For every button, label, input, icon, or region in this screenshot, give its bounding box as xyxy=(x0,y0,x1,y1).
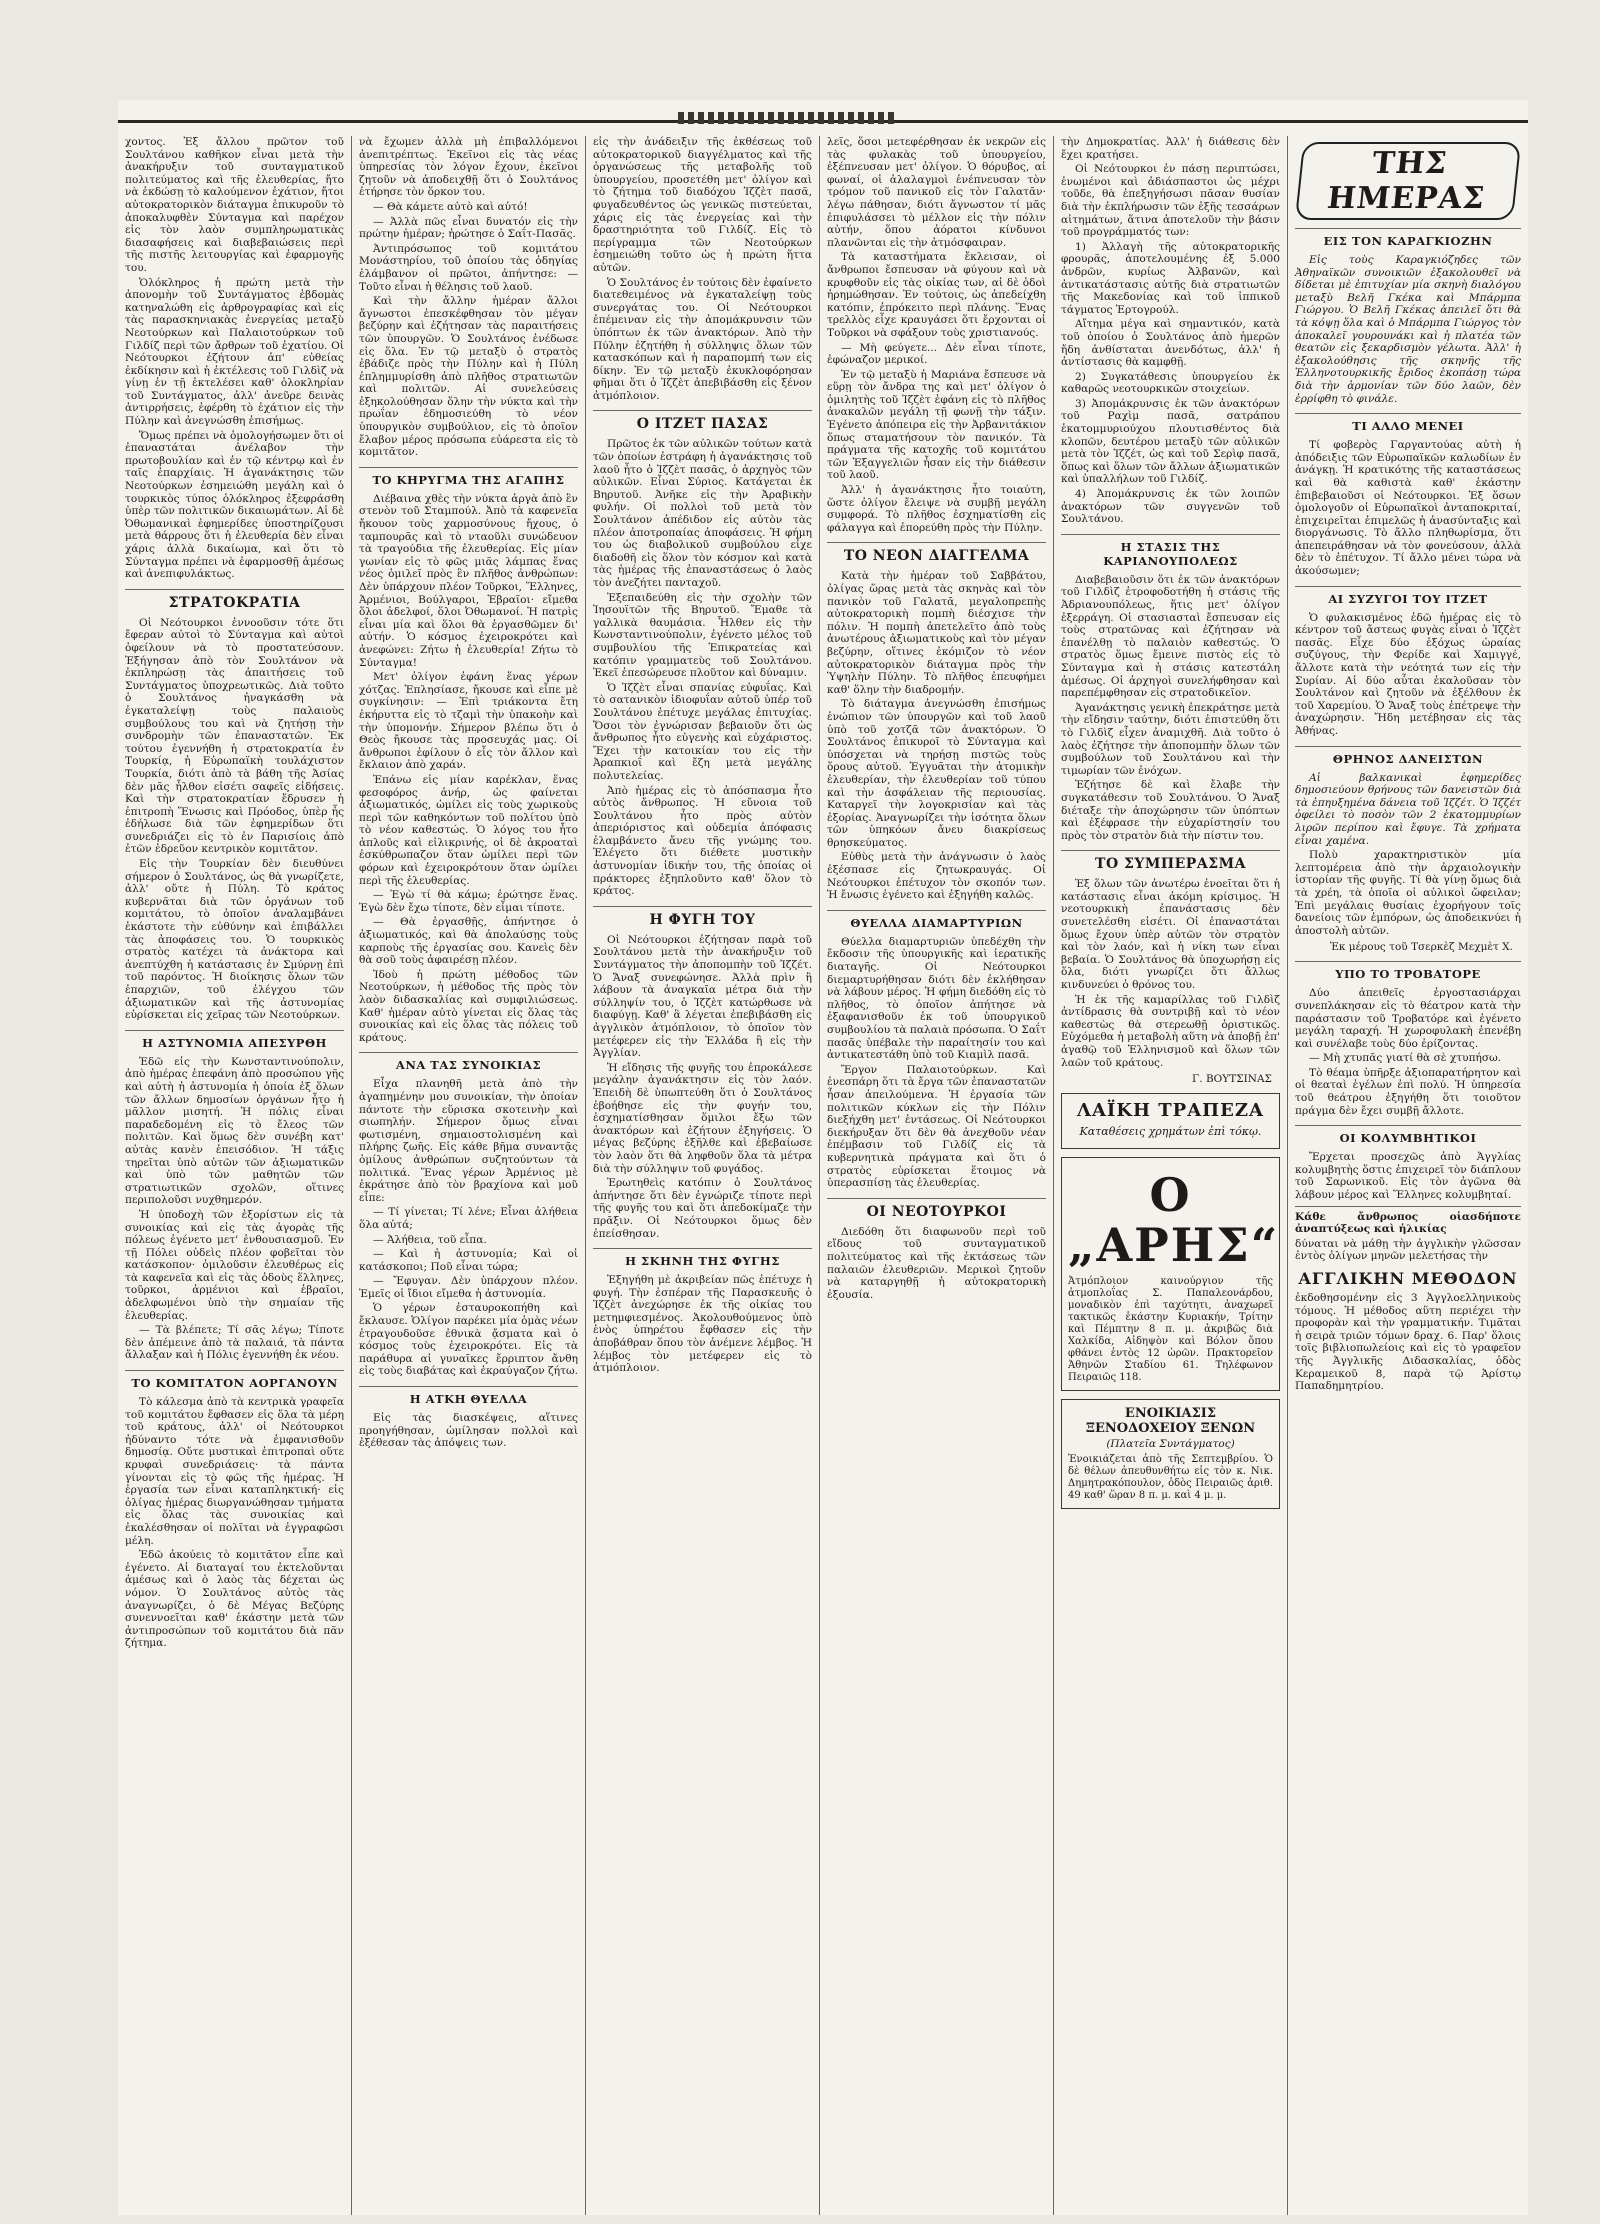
advertisement-hotel xyxy=(1061,1399,1280,1509)
headline: ΤΟ ΣΥΜΠΕΡΑΣΜΑ xyxy=(1061,850,1280,872)
paragraph: Ἐξηγήθη μὲ ἀκριβείαν πῶς ἐπέτυχε ἡ φυγή. Τὴν ἑσπέραν τῆς Παρασκευῆς ὁ Ἰζζὲτ ἀνεχώρησε ἐκ τῆς οἰκίας του μετημφιεσμένος. Ἀκολουθούμενος ὑπὸ ἑνὸς ὑπηρέτου ἔφθασεν εἰς τὴν ἀποβάθραν ὅπου τὸν ἀνέμενε λέμβος. Ἡ λέμβος τὸν μετέφερεν εἰς τὸ ἀτμόπλοιον. xyxy=(593,1274,812,1375)
paragraph: Πολὺ χαρακτηριστικὸν μία λεπτομέρεια ἀπὸ τὴν ἀρχαιολογικὴν ἱστορίαν τῆς φυγῆς. Τί θὰ γίνῃ ὅμως διὰ τὰ χρέη, τὰ ὁποῖα οἱ αὐλικοὶ ὤφειλαν; Ἐπὶ μεγάλαις θυσίαις ἐχορήγουν τοῖς δανείοις τῶν ἐμπόρων, ὡς ἀποδεικνύει ἡ ἀποστολὴ αὐτῶν. xyxy=(1295,849,1521,937)
paragraph: Εὐθὺς μετὰ τὴν ἀνάγνωσιν ὁ λαὸς ἐξέσπασε εἰς ζητωκραυγάς. Οἱ Νεότουρκοι ἐπέτυχον τὸν σκοπόν των. Ἡ ἔνωσις ἐγένετο καὶ ἐξηγήθη καλῶς. xyxy=(827,851,1046,902)
paragraph: Θύελλα διαμαρτυριῶν ὑπεδέχθη τὴν ἔκδοσιν τῆς ὑπουργικῆς καὶ ἰερατικῆς διαταγῆς. Οἱ Νεότουρκοι διεμαρτυρήθησαν διότι δὲν ἐκλήθησαν νὰ λάβουν μέρος. Ἡ φήμη διεδόθη εἰς τὸ πλῆθος, τὸ ὁποῖον ἀπήτησε νὰ ἐξαφανισθοῦν ἐκ τοῦ ὑπουργικοῦ συμβουλίου τὰ παλαιὰ πρόσωπα. Ὁ Σαΐτ πασᾶς ὑπέβαλε τὴν παραίτησίν του καὶ ἀντικατεστάθη ὑπὸ τοῦ Κιαμὶλ πασᾶ. xyxy=(827,935,1047,1062)
column-6 xyxy=(1288,136,1528,2215)
ad-title: ΑΓΓΛΙΚΗΝ ΜΕΘΟΔΟΝ xyxy=(1298,1269,1518,1288)
quote: — Καὶ ἡ ἀστυνομία; Καὶ οἱ κατάσκοποι; Ποῦ εἶναι τώρα; xyxy=(359,1248,578,1273)
column-4 xyxy=(820,136,1054,2215)
paragraph: Καὶ τὴν ἄλλην ἡμέραν ἄλλοι ἄγνωστοι ἐπεσκέφθησαν τὸν μέγαν βεζύρην καὶ ἐζήτησαν τὰς παραιτήσεις τῶν ὑπουργῶν. Ὁ Σουλτάνος ἐνέδωσε εἰς ὅλα. Ἐν τῷ μεταξὺ ὁ στρατὸς ἐβάδιζε πρὸς τὴν Πύλην καὶ ἡ Πύλη ἐπλημμυρίσθη ἀπὸ πλῆθος στρατιωτῶν καὶ πολιτῶν. Αἱ συνελεύσεις ἐξηκολούθησαν ὅλην τὴν νύκτα καὶ τὴν πρωΐαν ἐδημοσιεύθη τὸ νέον ὑπουργικὸν συμβούλιον, εἰς τὸ ὁποῖον ἔλαβον μέρος πρόσωπα εὐάρεστα εἰς τὸ κομιτᾶτον. xyxy=(359,295,578,459)
paragraph: Εἰς τὴν Τουρκίαν δὲν διευθύνει σήμερον ὁ Σουλτάνος, ὡς θὰ γνωρίζετε, ἀλλ' οὔτε ἡ Πύλη. Τὸ κράτος κυβερνᾶται διὰ τῶν ὀργάνων τοῦ κομιτάτου, τὸ ὁποῖον ἀναλαμβάνει ἑκάστοτε τὴν εὐθύνην καὶ ἐπιβάλλει τὰς ἀποφάσεις του. Ὁ τουρκικὸς στρατὸς κατέχει τὰ ἀνάκτορα καὶ ἀνεπτύχθη ἡ κατάστασις ἐν Σμύρνῃ ἐπὶ τοῦ παρόντος. Ἡ διοίκησις ὅλων τῶν ἐπαρχιῶν, τοῦ ἐλέγχου τῶν ἀξιωματικῶν καὶ τῆς ἀστυνομίας εὑρίσκεται εἰς χεῖρας τῶν Νεοτούρκων. xyxy=(125,858,344,1022)
paragraph: Ἡ ὑποδοχὴ τῶν ἐξορίστων εἰς τὰ συνοικίας καὶ εἰς τὰς ἀγορὰς τῆς πόλεως ἐγένετο μετ' ἐνθουσιασμοῦ. Ἐν τῇ Πόλει οὐδεὶς πλέον φοβεῖται τὸν κατάσκοπον· ὁμιλοῦσιν ἐλευθέρως εἰς τὰ καφενεῖα καὶ εἰς τὰς ὁδοὺς ἕλληνες, τοῦρκοι, ἀρμένιοι καὶ ἑβραῖοι, ἀδελφωμένοι ὑπὸ τὴν σημαίαν τῆς ἐλευθερίας. xyxy=(125,1208,344,1322)
ad-subtitle: (Πλατεῖα Συντάγματος) xyxy=(1106,1438,1235,1451)
ad-subtitle: Καταθέσεις χρημάτων ἐπὶ τόκῳ. xyxy=(1079,1125,1262,1139)
paragraph: εἰς τὴν ἀνάδειξιν τῆς ἐκθέσεως τοῦ αὐτοκρατορικοῦ διαγγέλματος καὶ τῆς ὀργανώσεως τῆς μεταβολῆς τοῦ ὑπουργείου, προσετέθη μετ' ὀλίγον καὶ τὸ ζήτημα τοῦ διαδόχου Ἰζζὲτ πασᾶ, φυγαδευθέντος ὡς γενικῶς πιστεύεται, χάρις εἰς τὰς ἐνεργείας καὶ τὴν δραστηριότητα τοῦ Γιλδίζ. Εἰς τὸ περίγραμμα τῶν Νεοτούρκων ἐσημειώθη τοῦτο ὡς ἡ πρώτη ἥττα αὐτῶν. xyxy=(593,136,812,274)
column-5 xyxy=(1054,136,1288,2215)
paragraph: Εἶχα πλανηθῆ μετὰ ἀπὸ τὴν ἀγαπημένην μου συνοικίαν, τὴν ὁποίαν πάντοτε τὴν εὕρισκα σκοτεινὴν καὶ σιωπηλήν. Σήμερον ὅμως εἶναι φωτισμένη, σημαιοστολισμένη καὶ πλήρης ζωῆς. Εἰς κάθε βῆμα συναντᾷς ὁμίλους ἀνθρώπων συζητούντων τὰ πολιτικά. Ἕνας γέρων Ἀρμένιος μὲ ἐκράτησε ἀπὸ τὸν βραχίονα καὶ μοῦ εἶπε: xyxy=(359,1078,578,1204)
paragraph: Ἰδοὺ ἡ πρώτη μέθοδος τῶν Νεοτούρκων, ἡ μέθοδος τῆς πρὸς τὸν λαὸν διδασκαλίας καὶ συμφιλιώσεως. Καθ' ἡμέραν αὐτὸ γίνεται εἰς ὅλας τὰς συνοικίας καὶ εἰς ὅλας τὰς πόλεις τοῦ κράτους. xyxy=(359,968,578,1044)
paragraph: Οἱ Νεότουρκοι ἐν πάσῃ περιπτώσει, ἐνωμένοι καὶ ἀδιάσπαστοι ὡς μέχρι τοῦδε, θὰ ἐπεξηγήσωσι πᾶσαν θυσίαν διὰ τὴν ἐκπλήρωσιν τῶν ἑξῆς τεσσάρων αἰτημάτων, ἅτινα ἀποτελοῦν τὴν βάσιν τοῦ προγράμματός των: xyxy=(1061,163,1280,239)
ad-text: ἐκδοθησομένην εἰς 3 Ἀγγλοελληνικοὺς τόμους. Ἡ μέθοδος αὕτη περιέχει τὴν προφορὰν καὶ τὴν γραμματικήν. Τιμᾶται ἡ σειρὰ τριῶν τόμων δραχ. 6. Παρ' ὅλοις τοῖς βιβλιοπωλείοις καὶ εἰς τὸ γραφεῖον τῆς Ἀγγλικῆς Διδασκαλίας, ὁδὸς Κεραμεικοῦ 8, παρὰ τῷ Ἀρίστῳ Παπαδημητρίου. xyxy=(1295,1292,1521,1393)
divider xyxy=(1295,1206,1521,1207)
paragraph: Εἰς τὰς διασκέψεις, αἵτινες προηγήθησαν, ὡμίλησαν πολλοὶ καὶ ἐξέθεσαν τὰς ἀπόψεις των. xyxy=(359,1412,578,1450)
headline: Η ΦΥΓΗ ΤΟΥ xyxy=(593,906,812,928)
paragraph: Τὸ κάλεσμα ἀπὸ τὰ κεντρικὰ γραφεῖα τοῦ κομιτάτου ἔφθασεν εἰς ὅλα τὰ μέρη τοῦ κράτους, ἀλλ' οἱ Νεότουρκοι ἠδύναντο τότε νὰ ἐμφανισθοῦν δημοσίᾳ. Οὔτε μυστικαὶ ἐπιτροπαὶ οὔτε κρυφαὶ συνεδριάσεις· τὰ πάντα γίνονται εἰς τὸ φῶς τῆς ἡμέρας. Ἡ ἐργασία των εἶναι καταπληκτική· εἰς ὀλίγας ἡμέρας διωργανώθησαν τμήματα εἰς ὅλας τὰς συνοικίας καὶ ἐκαλέσθησαν οἱ πολῖται νὰ ἐγγραφῶσι μέλη. xyxy=(125,1396,344,1547)
paragraph: Τὰ καταστήματα ἔκλεισαν, οἱ ἄνθρωποι ἔσπευσαν νὰ φύγουν καὶ νὰ κρυφθοῦν εἰς τὰς οἰκίας των, αἱ δὲ ὁδοὶ ἠρημώθησαν. Ἐν τούτοις, ὡς ἀπεδείχθη κατόπιν, ἐπρόκειτο περὶ πλάνης. Ἕνας τρελλὸς εἶχε κραυγάσει ὅτι ἔρχονται οἱ Τοῦρκοι νὰ σφάξουν τοὺς χριστιανούς. xyxy=(827,251,1046,339)
headline: ΟΙ ΚΟΛΥΜΒΗΤΙΚΟΙ xyxy=(1295,1125,1521,1145)
quote: — Ἀλλὰ πῶς εἶναι δυνατόν εἰς τὴν πρώτην ἡμέραν; ἠρώτησε ὁ Σαΐτ-Πασᾶς. xyxy=(359,215,578,241)
ad-text: Ἐνοικιάζεται ἀπὸ τῆς Σεπτεμβρίου. Ὁ δὲ θέλων ἀπευθυνθήτω εἰς τὸν κ. Νικ. Δημητρακόπουλον, ὁδὸς Πειραιῶς ἀριθ. 49 καθ' ὥραν 8 π. μ. καὶ 4 μ. μ. xyxy=(1068,1454,1273,1502)
paragraph: Διαβεβαιοῦσιν ὅτι ἐκ τῶν ἀνακτόρων τοῦ Γιλδὶζ ἐτροφοδοτήθη ἡ στάσις τῆς Ἀδριανουπόλεως, ἥτις μετ' ὀλίγον ἐξερράγη. Οἱ στασιασταὶ ἔσπευσαν εἰς τοὺς στρατῶνας καὶ ἐζήτησαν νὰ ἐπανέλθῃ τὸ παλαιὸν καθεστώς. Ὁ στρατὸς ὅμως ἔμεινε πιστὸς εἰς τὸ Σύνταγμα καὶ ἡ στάσις κατεστάλη ἀμέσως. Οἱ ἀρχηγοὶ συνελήφθησαν καὶ παρεπέμφθησαν εἰς στρατοδικεῖον. xyxy=(1061,573,1280,700)
paragraph: Μετ' ὀλίγον ἐφάνη ἕνας γέρων χότζας. Ἐπλησίασε, ἤκουσε καὶ εἶπε μὲ συγκίνησιν: — Ἐπὶ τριάκοντα ἔτη ἐκήρυττα εἰς τὸ τζαμὶ τὴν ὑπακοὴν καὶ τὴν ὑπομονήν. Σήμερον βλέπω ὅτι ὁ Θεὸς ἤκουσε τὰς προσευχάς μας. Οἱ ἄνθρωποι ἐφίλουν ὁ εἷς τὸν ἄλλον καὶ ἔκλαιον ἀπὸ χαράν. xyxy=(359,671,578,772)
ad-title: ΛΑΪΚΗ ΤΡΑΠΕΖΑ xyxy=(1077,1100,1264,1122)
newspaper-page xyxy=(118,100,1528,2215)
paragraph: Ἐπάνω εἰς μίαν καρέκλαν, ἕνας φεσοφόρος ἀνήρ, ὡς φαίνεται ἀξιωματικός, ὡμίλει εἰς τοὺς χωρικοὺς περὶ τῶν καθηκόντων τοῦ πολίτου ὑπὸ τὸ νέον καθεστώς. Ὁ λόγος του ἦτο ἁπλοῦς καὶ εἰλικρινής, οἱ δὲ ἀκροαταὶ ἐσκύθρωπαζον ὅταν ὡμίλει περὶ τῶν φόρων καὶ ἐχειροκρότουν ὅταν ὡμίλει περὶ τῆς ἐλευθερίας. xyxy=(359,773,578,887)
quote: — Θὰ ἐργασθῇς, ἀπήντησε ὁ ἀξιωματικός, καὶ θὰ ἀπολαύσῃς τοὺς καρποὺς τῆς ἐργασίας σου. Κανεὶς δὲν θὰ σοῦ τοὺς ἀφαιρέσῃ πλέον. xyxy=(359,916,578,967)
paragraph: Ἔρχεται προσεχῶς ἀπὸ Ἀγγλίας κολυμβητὴς ὅστις ἐπιχειρεῖ τὸν διάπλουν τοῦ Σαρωνικοῦ. Εἰς τὸν ἀγῶνα θὰ λάβουν μέρος καὶ Ἕλληνες κολυμβηταί. xyxy=(1295,1151,1521,1202)
column-3 xyxy=(586,136,820,2215)
paragraph: Ὁ Ἰζζὲτ εἶναι σπανίας εὐφυΐας. Καὶ τὸ σατανικὸν ἰδιοφυΐαν αὐτοῦ ὑπέρ τοῦ Σουλτάνου ἐπέτυχε μεγάλας ἐπιτυχίας. Ὅσοι τὸν ἐγνώρισαν βεβαιοῦν ὅτι ὡς ἄνθρωπος ἦτο εὐγενὴς καὶ εὐχάριστος. Ἔχει τὴν κατοικίαν του εἰς τὴν Ἀραπκιοΐ καὶ ἔζη μετὰ μεγάλης πολυτελείας. xyxy=(593,681,812,782)
signature: Ἐκ μέρους τοῦ Τσερκὲζ Μεχμὲτ Χ. xyxy=(1329,941,1513,954)
quote: — Μὴ χτυπᾶς γιατί θὰ σὲ χτυπήσω. xyxy=(1309,1052,1502,1065)
paragraph: Αἴτημα μέγα καὶ σημαντικόν, κατὰ τοῦ ὁποίου ὁ Σουλτάνος ἀπὸ ἡμερῶν ἤδη ἀνθίσταται ἀνενδότως, ἀλλ' ἡ ἀντίστασις θὰ καμφθῇ. xyxy=(1061,318,1280,369)
paragraph: Ὁ Σουλτάνος ἐν τούτοις δὲν ἐφαίνετο διατεθειμένος νὰ ἐγκαταλείψῃ τοὺς συνεργάτας του. Οἱ Νεότουρκοι ἐπέμειναν εἰς τὴν ἀπομάκρυνσιν τῶν ὑπόπτων ἐκ τῶν ἀνακτόρων. Ἀπὸ τὴν Πύλην ἐζητήθη ἡ σύλληψις ὅλων τῶν κατασκόπων καὶ ἡ παραπομπή των εἰς δίκην. Ἐν τῷ μεταξὺ ἐκυκλοφόρησαν φῆμαι ὅτι ὁ Ἰζζὲτ ἀπεβιβάσθη εἰς ξένον ἀτμόπλοιον. xyxy=(593,276,812,402)
top-ornament xyxy=(678,112,898,124)
author-signature: Γ. ΒΟΥΤΣΙΝΑΣ xyxy=(1192,1073,1272,1086)
paragraph: — Ἔφυγαν. Δὲν ὑπάρχουν πλέον. Ἐμεῖς οἱ ἴδιοι εἴμεθα ἡ ἀστυνομία. xyxy=(359,1275,578,1300)
ad-text: δύναται νὰ μάθῃ τὴν ἀγγλικὴν γλῶσσαν ἐντὸς ὀλίγων μηνῶν μελετήσας τὴν xyxy=(1295,1237,1521,1263)
quote: — Ἐγὼ τί θὰ κάμω; ἐρώτησε ἕνας. Ἐγὼ δὲν ἔχω τίποτε, δὲν εἶμαι τίποτε. xyxy=(359,889,578,914)
list-item: 4) Ἀπομάκρυνσις ἐκ τῶν λοιπῶν ἀνακτόρων τῶν συγγενῶν τοῦ Σουλτάνου. xyxy=(1061,488,1280,526)
paragraph: Δύο ἀπειθεῖς ἐργοστασιάρχαι συνεπλάκησαν εἰς τὸ θέατρον κατὰ τὴν παράστασιν τοῦ Τροβατόρε καὶ ἐγένετο μεγάλη ταραχή. Ἡ χωροφυλακὴ ἐπενέβη καὶ συνέλαβε τοὺς δύο ἐρίζοντας. xyxy=(1295,987,1521,1050)
paragraph: Ἡ εἴδησις τῆς φυγῆς του ἐπροκάλεσε μεγάλην ἀγανάκτησιν εἰς τὸν λαόν. Ἐπειδὴ δὲ ὑπωπτεύθη ὅτι ὁ Σουλτάνος ἐβοήθησε εἰς τὴν φυγήν του, ἐσχηματίσθησαν ὅμιλοι ἔξω τῶν ἀνακτόρων καὶ ἐζήτουν ἐξηγήσεις. Ὁ μέγας βεζύρης ἐξῆλθε καὶ ἐβεβαίωσε τὸν λαὸν ὅτι θὰ ληφθοῦν ὅλα τὰ μέτρα διὰ τὴν σύλληψιν τοῦ φυγάδος. xyxy=(593,1061,812,1175)
headline: ΘΥΕΛΛΑ ΔΙΑΜΑΡΤΥΡΙΩΝ xyxy=(827,910,1046,930)
headline: ΤΟ ΚΗΡΥΓΜΑ ΤΗΣ ΑΓΑΠΗΣ xyxy=(359,467,578,487)
paragraph: Ἐζήτησε δὲ καὶ ἔλαβε τὴν συγκατάθεσιν τοῦ Σουλτάνου. Ὁ Ἄναξ διέταξε τὴν ἀποχώρησιν τῶν ὑπόπτων καὶ ἐξέφρασε τὴν εὐχαρίστησίν του πρὸς τὸν στρατὸν διὰ τὴν πίστιν του. xyxy=(1061,779,1280,842)
list-item: 3) Ἀπομάκρυνσις ἐκ τῶν ἀνακτόρων τοῦ Ραχὶμ πασᾶ, σατράπου ἑκατομμυριούχου πλουτισθέντος διὰ κλοπῶν, δευτέρου μεταξὺ τῶν αὐλικῶν μετὰ τὸν Ἰζζέτ, ὡς καὶ τοῦ Σερὶφ πασᾶ, ὅπως καὶ ὅλων τῶν ἄλλων ἀξιωματικῶν καὶ ὑπαλλήλων τοῦ Γιλδίζ. xyxy=(1061,397,1280,486)
paragraph: νὰ ἔχωμεν ἀλλὰ μὴ ἐπιβαλλόμενοι ἀνεπιτρέπτως. Ἐκεῖνοι εἰς τὰς νέας ὑπηρεσίας τὸν λόγον ἔχουν, ἐκεῖνοι ζητοῦν νὰ ἀποδειχθῇ ὅτι ὁ Σουλτάνος ἐτήρησε τὸν ὅρκον του. xyxy=(359,136,578,199)
headline: Η ΑΤΚΗ ΘΥΕΛΛΑ xyxy=(359,1386,578,1406)
headline: ΑΙ ΣΥΖΥΓΟΙ ΤΟΥ ΙΤΖΕΤ xyxy=(1295,586,1521,606)
paragraph: Ὅμως πρέπει νὰ ὁμολογήσωμεν ὅτι οἱ ἐπαναστάται ἀνέλαβον τὴν πρωτοβουλίαν καὶ ἐν τῷ κέντρῳ καὶ ἐν ταῖς ἐπαρχίαις. Ἡ ἀγανάκτησις τῶν Νεοτούρκων ἐσημειώθη μεγάλη καὶ ὁ τουρκικὸς τύπος ὁλόκληρος ἐξεφράσθη ὑπὲρ τῶν πολιτικῶν δικαιωμάτων. Αἱ δὲ Ὀθωμανικαὶ ἐφημερίδες ὑποστηρίζουσι μετὰ θάρρους ὅτι ἡ ἐλευθερία δὲν εἶναι χάρις ἀλλὰ δικαίωμα, καὶ ὅτι τὸ Σύνταγμα πρέπει νὰ ἐφαρμοσθῇ ἀμέσως καὶ ἀνεπιφυλάκτως. xyxy=(125,429,344,581)
paragraph: Ἀντιπρόσωπος τοῦ κομιτάτου Μονάστηρίου, τοῦ ὁποίου τὰς ὁδηγίας ἐλάμβανον οἱ πρῶτοι, ἀπήντησε: — Τοῦτο εἶναι ἡ θέλησις τοῦ λαοῦ. xyxy=(359,242,578,293)
headline: Η ΣΤΑΣΙΣ ΤΗΣ ΚΑΡΙΑΝΟΥΠΟΛΕΩΣ xyxy=(1061,534,1280,568)
paragraph: Αἱ βαλκανικαὶ ἐφημερίδες δημοσιεύουν θρήνους τῶν δανειστῶν διὰ τὰ ἐπηυξημένα δάνεια τοῦ Ἰζζέτ. Ὁ Ἰζζέτ ὀφείλει τὸ ποσὸν τῶν 2 ἑκατομμυρίων λιρῶν περίπου καὶ ἔφυγε. Τὰ χρήματα εἶναι χαμένα. xyxy=(1295,771,1521,847)
columns xyxy=(118,136,1528,2215)
quote: — Ἀλήθεια, τοῦ εἶπα. xyxy=(373,1233,487,1246)
paragraph: Ὁ φυλακισμένος ἐδῶ ἡμέρας εἰς τὸ κέντρον τοῦ ἄστεως φυγὰς εἶναι ὁ Ἰζζὲτ πασᾶς. Εἶχε δύο ἐξόχως ὡραίας συζύγους, τὴν Φερίδε καὶ Χαμιγγέ, ἄλλοτε κατὰ τὴν νεότητά των εἰς τὴν Συρίαν. Αἱ δύο αὗται ἐκαλοῦσαν τὸν Σουλτάνον καὶ ζητοῦν νὰ ἐξέλθουν ἐκ τοῦ Χαρεμίου. Ὁ Ἄναξ τοὺς ἐπέτρεψε τὴν ἀναχώρησιν. Ἤδη μετέβησαν εἰς τὰς Ἀθήνας. xyxy=(1295,611,1521,737)
paragraph: Οἱ Νεότουρκοι ἐζήτησαν παρὰ τοῦ Σουλτάνου μετὰ τὴν ἀνακήρυξιν τοῦ Συντάγματος τὴν ἀποπομπὴν τοῦ Ἰζζέτ. Ὁ Ἄναξ συνεφώνησε. Ἀλλὰ πρὶν ἢ λάβουν τὰ ἀναγκαῖα μέτρα διὰ τὴν σύλληψίν του, ὁ Ἰζζὲτ κατώρθωσε νὰ διαφύγῃ. Καθ' ἃ λέγεται ἐπεβιβάσθη εἰς ἀγγλικὸν ἀτμόπλοιον, τὸ ὁποῖον τὸν μετέφερεν εἰς τὴν Ἑλλάδα ἢ εἰς τὴν Ἀγγλίαν. xyxy=(593,933,812,1060)
paragraph: Ὁλόκληρος ἡ πρώτη μετὰ τὴν ἀπονομὴν τοῦ Συντάγματος ἑβδομὰς κατηναλώθη εἰς ἀρθρογραφίας καὶ εἰς τὰς παρασκηνιακὰς ἐνεργείας μεταξὺ Νεοτούρκων καὶ Παλαιοτούρκων τοῦ Γιλδίζ περὶ τῶν ἄρθρων τοῦ ἐχατίου. Οἱ Νεότουρκοι ἐζήτουν ἀπ' εὐθείας ἐκδίκησιν καὶ ἡ ἐκτέλεσις τοῦ Γιλδὶζ νὰ γίνῃ ἐν τῇ ἐκτελέσει καθ' ὁλοκληρίαν τοῦ Συντάγματος, ἀλλ' ἀνεῦρε δεινὰς ἀντιρρήσεις, ἐφέρθη τὸ ἐχάτιον εἰς τὴν Πύλην καὶ ἀνεγνώσθη ἐπισήμως. xyxy=(125,276,344,428)
paragraph: Ἔργον Παλαιοτούρκων. Καὶ ἐνεσπάρη ὅτι τὰ ἔργα τῶν ἐπαναστατῶν ἦσαν ἀπειλούμενα. Ἡ ἐργασία τῶν πολιτικῶν κύκλων εἰς τὴν Πόλιν διεξήχθη μετ' ἐντάσεως. Οἱ Νεότουρκοι διεκήρυξαν ὅτι δὲν θὰ ἀνεχθοῦν νέαν ἐπέμβασιν τοῦ Γιλδίζ εἰς τὰ κυβερνητικὰ πράγματα καὶ ὅτι ὁ στρατὸς εὑρίσκεται ἕτοιμος νὰ ὑπερασπίσῃ τὰς ἐλευθερίας. xyxy=(827,1063,1046,1190)
quote: — Τί γίνεται; Τί λένε; Εἶναι ἀλήθεια ὅλα αὐτά; xyxy=(359,1206,578,1231)
headline: ΤΙ ΑΛΛΟ ΜΕΝΕΙ xyxy=(1295,413,1521,433)
headline: Η ΣΚΗΝΗ ΤΗΣ ΦΥΓΗΣ xyxy=(593,1248,812,1268)
paragraph: Ὁ γέρων ἐσταυροκοπήθη καὶ ἔκλαυσε. Ὁλίγον παρέκει μία ὁμὰς νέων ἐτραγουδοῦσε ἐθνικὰ ᾄσματα καὶ ὁ κόσμος τοὺς ἐχειροκρότει. Εἰς τὰ παράθυρα αἱ γυναῖκες ἔρριπτον ἄνθη εἰς τοὺς διαβάτας καὶ ἐκραύγαζον ζήτω. xyxy=(359,1302,578,1378)
column-2 xyxy=(352,136,586,2215)
paragraph: Ἀπὸ ἡμέρας εἰς τὸ ἀπόσπασμα ἦτο αὐτὸς ἄνθρωπος. Ἡ εὔνοια τοῦ Σουλτάνου ἦτο πρὸς αὐτὸν ἀπεριόριστος καὶ οὐδεμία ἀπόφασις ἐλαμβάνετο ἄνευ τῆς γνώμης του. Ἐλέγετο ὅτι διέθετε μυστικὴν ἀστυνομίαν ἰδικήν του, τῆς ὁποίας οἱ πράκτορες ἐξηπλοῦντο καθ' ὅλον τὸ κράτος. xyxy=(593,784,812,898)
headline: ΘΡΗΝΟΣ ΔΑΝΕΙΣΤΩΝ xyxy=(1295,746,1521,766)
paragraph: Τί φοβερὸς Γαργαντούας αὐτὴ ἡ ἀπόδειξις τῶν Εὐρωπαϊκῶν καλωδίων ἐν ἀνάγκῃ. Ἡ κρατικότης τῆς καταστάσεως καὶ θὰ καθιστὰ καθ' ἑκάστην ἐπιβεβαιοῦσι οἱ Νεότουρκοι. Ἐξ ὅσων ὁμολογοῦν οἱ Εὐρωπαϊκοὶ ἀνταποκριταί, ἐπιχειρεῖται ἐπιμελῶς ἡ ἀνασύνταξις καὶ διοργάνωσις. Τὸ ἄλλο πληθωρίσμα, ὅτι ἀπεπειράθησαν νὰ τὸν φονεύσουν, ἀλλὰ δὲν τὸ ἐπέτυχον. Τί ἄλλο μένει τώρα νὰ ἀκούσωμεν; xyxy=(1295,439,1521,578)
advertisement-bank xyxy=(1061,1093,1280,1149)
paragraph: Ἡ ἐκ τῆς καμαρίλλας τοῦ Γιλδὶζ ἀντίδρασις θὰ συντριβῇ καὶ τὸ νέον καθεστὼς θὰ στερεωθῇ ὁριστικῶς. Εὐχόμεθα ἡ μεταβολὴ αὕτη νὰ ἀποβῇ ἐπ' ἀγαθῷ τοῦ Ἑλληνισμοῦ καὶ ὅλων τῶν λαῶν τοῦ κράτους. xyxy=(1061,993,1280,1069)
headline: Η ΑΣΤΥΝΟΜΙΑ ΑΠΕΣΥΡΘΗ xyxy=(125,1030,344,1050)
paragraph: Ἀλλ' ἡ ἀγανάκτησις ἦτο τοιαύτη, ὥστε ὀλίγον ἔλειψε νὰ συμβῇ μεγάλη συμφορά. Τὸ πλῆθος ἐσχηματίσθη εἰς φάλαγγα καὶ ἐπορεύθη πρὸς τὴν Πύλην. xyxy=(827,484,1046,534)
ad-ship-name: Ο „ΑΡΗΣ“ xyxy=(1068,1168,1280,1273)
quote: — Τὰ βλέπετε; Τί σᾶς λέγω; Τίποτε δὲν ἀπέμεινε ἀπὸ τὰ παλαιά, τὰ πάντα ἄλλαξαν καὶ ἡ Πόλις ἐγεννήθη ἐκ νέου. xyxy=(125,1324,344,1362)
quote: — Θὰ κάμετε αὐτὸ καὶ αὐτό! xyxy=(373,200,528,213)
paragraph: Ἀγανάκτησις γενικὴ ἐπεκράτησε μετὰ τὴν εἴδησιν ταύτην, διότι ἐπιστεύθη ὅτι τὸ Γιλδὶζ εἶχεν ἀναμιχθῆ. Διὰ τοῦτο ὁ λαὸς ἐζήτησε τὴν ἀποπομπὴν ὅλων τῶν συμβούλων τοῦ Σουλτάνου καὶ τὴν τιμωρίαν τῶν ἐνόχων. xyxy=(1061,701,1280,777)
paragraph: λεῖς, ὅσοι μετεφέρθησαν ἐκ νεκρῶν εἰς τὰς φυλακὰς τοῦ ὑπουργείου, ἐξέπνευσαν μετ' ὀλίγον. Ὁ θόρυβος, αἱ φωναί, οἱ ἀλαλαγμοὶ ἐνέπνευσαν τὸν τρόμον τοῦ πανικοῦ εἰς τὸν Γαλατᾶν· λέγω πάθησαν, διότι ἄγνωστον τί μᾶς ἐπιφυλάσσει τὸ μέλλον εἰς τὴν πόλιν αὐτήν, ὅπου ἀόρατοι κίνδυνοι πλανῶνται εἰς τὴν ἀτμόσφαιραν. xyxy=(827,136,1046,249)
ad-lead: Κάθε ἄνθρωπος οἱασδήποτε ἀναπτύξεως καὶ ἡλικίας xyxy=(1295,1210,1521,1236)
quote: — Μὴ φεύγετε... Δὲν εἶναι τίποτε, ἐφώναζον μερικοί. xyxy=(827,341,1046,367)
ad-title: ΕΝΟΙΚΙΑΣΙΣ ΞΕΝΟΔΟΧΕΙΟΥ ΞΕΝΩΝ xyxy=(1085,1406,1256,1437)
paragraph: Τὸ θέαμα ὑπῆρξε ἀξιοπαρατήρητον καὶ οἱ θεαταὶ ἐγέλων ἐπὶ πολύ. Ἡ ὑπηρεσία τοῦ θεάτρου ἐξηγήθη ὅτι τοιοῦτον πράγμα δὲν ἔχει συμβῇ ἄλλοτε. xyxy=(1295,1066,1521,1117)
paragraph: Ἐξεπαιδεύθη εἰς τὴν σχολὴν τῶν Ἰησουϊτῶν τῆς Βηρυτοῦ. Ἔμαθε τὰ γαλλικὰ θαυμάσια. Ἦλθεν εἰς τὴν Κωνσταντινούπολιν, ἐγένετο μέλος τοῦ συμβουλίου τῆς Ἐπικρατείας καὶ κατόπιν γραμματεὺς τοῦ Σουλτάνου. Ἐκεῖ ἐπεσώρευσε πλοῦτον καὶ δύναμιν. xyxy=(593,591,812,680)
paragraph: Διέβαινα χθὲς τὴν νύκτα ἀργὰ ἀπὸ ἓν στενὸν τοῦ Σταμπούλ. Ἀπὸ τὰ καφενεῖα ἤκουον τοὺς χαρμοσύνους ἤχους, ὁ ταμπουρᾶς καὶ τὸ νταοῦλι συνώδευον τὰ τραγούδια τῆς ἐλευθερίας. Εἰς μίαν γωνίαν εἰς τὸ φῶς μιᾶς λάμπας ἕνας νέος ὁμιλεῖ πρὸς ἓν πλῆθος ἀνθρώπων: Δὲν ὑπάρχουν πλέον Τοῦρκοι, Ἕλληνες, Ἀρμένιοι, Βούλγαροι, Ἑβραῖοι· εἴμεθα ὅλοι ἀδελφοί, ὅλοι Ὀθωμανοί. Ἡ πατρὶς εἶναι μία καὶ ὅλοι θὰ ἐργασθῶμεν δι' αὐτήν. Ὁ κόσμος ἐχειροκρότει καὶ ἀνεφώνει: Ζήτω ἡ ἐλευθερία! Ζήτω τὸ Σύνταγμα! xyxy=(359,492,578,669)
headline: ΑΝΑ ΤΑΣ ΣΥΝΟΙΚΙΑΣ xyxy=(359,1052,578,1072)
paragraph: Ἐν τῷ μεταξὺ ἡ Μαριάνα ἔσπευσε νὰ εὕρῃ τὸν ἄνδρα της καὶ μετ' ὀλίγον ὁ ὁμιλητὴς τοῦ Ἰζζὲτ ἐφάνη εἰς τὸ πλῆθος ἀνακαλῶν μεγάλη τῇ φωνῇ τὴν τάξιν. Ἐγένετο ἀπόπειρα εἰς τὴν Ἀρβανιτάκιον ὅπως σταματήσουν τὸν πανικόν. Τὰ πράγματα τῆς κατοχῆς τοῦ κομιτάτου τῶν Ἐξαγγελιῶν ἦσαν εἰς τὴν διάθεσιν τοῦ λαοῦ. xyxy=(827,368,1046,482)
paragraph: τὴν Δημοκρατίας. Ἀλλ' ἡ διάθεσις δὲν ἔχει κρατήσει. xyxy=(1061,136,1280,161)
headline: ΟΙ ΝΕΟΤΟΥΡΚΟΙ xyxy=(827,1198,1046,1220)
paragraph: Τὸ διάταγμα ἀνεγνώσθη ἐπισήμως ἐνώπιον τῶν ὑπουργῶν καὶ τοῦ λαοῦ ὑπὸ τοῦ χοτζᾶ τῶν ἀνακτόρων. Ὁ Σουλτάνος ἐπικυροῖ τὸ Σύνταγμα καὶ ὑπόσχεται νὰ τηρήσῃ πιστῶς τοὺς ὅρους αὐτοῦ. Ἐγγυᾶται τὴν ἀτομικὴν ἐλευθερίαν, τὴν ἐλευθερίαν τοῦ τύπου καὶ τὴν ἀσφάλειαν τῆς περιουσίας. Καταργεῖ τὴν λογοκρισίαν καὶ τὰς ἐξορίας. Ἀναγνωρίζει τὴν ἰσότητα ὅλων τῶν ὑπηκόων ἄνευ διακρίσεως θρησκεύματος. xyxy=(827,698,1046,849)
paragraph: Εἰς τοὺς Καραγκιόζηδες τῶν Ἀθηναϊκῶν συνοικιῶν ἐξακολουθεῖ νὰ δίδεται μὲ ἐπιτυχίαν μία σκηνὴ διαλόγου μεταξὺ Βελῆ Γκέκα καὶ Μπάρμπα Γιώργου. Ὁ Βελῆ Γκέκας ἀπειλεῖ ὅτι θὰ τὰ κόψῃ ὅλα καὶ ὁ Μπάρμπα Γιώργος τὸν ἀποκαλεῖ γουρουνάκι καὶ ἡ πλατέα τῶν θεατῶν εἰς ξεκαρδισμὸν γέλωτα. Ἀλλ' ἡ ἐξακολούθησις τῆς σκηνῆς τῆς Ἑλληνοτουρκικῆς ἔριδος ἐκοπάσῃ τώρα διὰ τὴν ἁρμονίαν τῶν δύο λαῶν, δὲν ἐρρίφθη τὸ φινάλε. xyxy=(1295,254,1521,405)
ad-text: Ἀτμόπλοιον καινούργιον τῆς ἀτμοπλοΐας Σ. Παπαλεονάρδου, μοναδικὸν ἐπὶ ταχύτητι, ἀναχωρεῖ τακτικῶς ἑκάστην Κυριακήν, Τρίτην καὶ Πέμπτην 8 π. μ. ἀκριβῶς διὰ Χαλκίδα, Αἰδηψὸν καὶ Βόλον ὅπου φθάνει ἐντὸς 12 ὡρῶν. Πρακτορεῖον Ἀθηνῶν Σταδίου 61. Τηλέφωνον Πειραιῶς 118. xyxy=(1068,1276,1273,1384)
paragraph: Ἐδῶ ἀκούεις τὸ κομιτᾶτον εἶπε καὶ ἐγένετο. Αἱ διαταγαί του ἐκτελοῦνται ἀμέσως καὶ ὁ λαὸς τὰς δέχεται ὡς νόμον. Ὁ Σουλτάνος αὐτὸς τὰς ἀναγνωρίζει, ὁ δὲ Μέγας Βεζύρης συνεννοεῖται καθ' ἑκάστην μετὰ τῶν ἀντιπροσώπων τοῦ κομιτάτου διὰ πᾶν ζήτημα. xyxy=(125,1549,344,1650)
headline: ΥΠΟ ΤΟ ΤΡΟΒΑΤΟΡΕ xyxy=(1295,961,1521,981)
paragraph: Πρῶτος ἐκ τῶν αὐλικῶν τούτων κατὰ τῶν ὁποίων ἐστράφη ἡ ἀγανάκτησις τοῦ λαοῦ ἦτο ὁ Ἰζζὲτ πασᾶς, ὁ ἀρχηγὸς τῶν αὐλικῶν. Εἶναι Σύριος. Κατάγεται ἐκ Βηρυτοῦ. Ἀνῆκε εἰς τὴν Ἀραβικὴν φυλήν. Οἱ πολλοὶ τοῦ μετὰ τὸν Σουλτάνον ἀπέδιδον εἰς αὐτὸν τὰς πλέον ἀποτροπαίας ἀποφάσεις. Ἡ φήμη του ὡς διαβολικοῦ συμβούλου εἶχε διαδοθῆ εἰς ὅλον τὸν κόσμον καὶ κατὰ τὰς ἡμέρας τῆς ἐπαναστάσεως ὁ λαὸς τὸν ἀνεζήτει πανταχοῦ. xyxy=(593,438,812,589)
paragraph: Ἐρωτηθεὶς κατόπιν ὁ Σουλτάνος ἀπήντησε ὅτι δὲν ἐγνώριζε τίποτε περὶ τῆς φυγῆς του καὶ ὅτι ἀπεδοκίμαζε τὴν πρᾶξιν. Οἱ Νεότουρκοι ὅμως δὲν ἐπείσθησαν. xyxy=(593,1177,812,1240)
headline: ΤΟ ΚΟΜΙΤΑΤΟΝ ΑΟΡΓΑΝΟΥΝ xyxy=(125,1370,344,1390)
list-item: 2) Συγκατάθεσις ὑπουργείου ἐκ καθαρῶς νεοτουρκικῶν στοιχείων. xyxy=(1061,370,1280,396)
paragraph: Κατὰ τὴν ἡμέραν τοῦ Σαββάτου, ὀλίγας ὥρας μετὰ τὰς σκηνὰς καὶ τὸν πανικὸν τοῦ Γαλατᾶ, μεγαλοπρεπὴς αὐτοκρατορικὴ πομπὴ διέσχισε τὴν πόλιν. Ἡ πομπὴ ἀπετελεῖτο ἀπὸ τοὺς ἀνωτέρους ἀξιωματικοὺς καὶ τὸν μέγαν βεζύρην, οἵτινες ἐκόμιζον τὸ νέον αὐτοκρατορικὸν διάταγμα πρὸς τὴν Ὑψηλὴν Πύλην. Τὸ πλῆθος ἐπευφήμει καθ' ὅλην τὴν διαδρομήν. xyxy=(827,570,1046,696)
section-masthead: ΤΗΣ ΗΜΕΡΑΣ xyxy=(1295,142,1521,220)
column-1 xyxy=(118,136,352,2215)
paragraph: Οἱ Νεότουρκοι ἐννοοῦσιν τότε ὅτι ἔφεραν αὐτοὶ τὸ Σύνταγμα καὶ αὐτοὶ ὀφείλουν νὰ τὸ προστατεύσουν. Ἐξήγησαν ἀπὸ τὸν Σουλτάνον νὰ ἐκπληρώσῃ τὰς ἀπαιτήσεις τοῦ Συντάγματος ὑποχρεωτικῶς. Διὰ τοῦτο ὁ Σουλτάνος ἠναγκάσθη νὰ ἐγκαταλείψῃ τοὺς παλαιοὺς συμβούλους του καὶ νὰ ζητήσῃ τὴν συνδρομὴν τῶν ἐπαναστατῶν. Ἐκ τούτου ἐγεννήθη ἡ στρατοκρατία ἐν Τουρκίᾳ, ἡ Εὐρωπαϊκὴ τουλάχιστον Τουρκία, διότι ἀπὸ τὰ βάθη τῆς Ἀσίας δὲν μᾶς ἦλθον εἰσέτι σαφεῖς εἰδήσεις. Καὶ τὴν στρατοκρατίαν ἔδρυσεν ἡ ἐπιτροπὴ Ἕνωσις καὶ Πρόοδος, ὑπὲρ ἧς ἐδήλωσε διὰ τῶν ἐφημερίδων ὅτι συνεδριάζει εἰς τὸ ἐν Παρισίοις ἀπὸ ἐτῶν ἑδρεῦον κεντρικὸν κομιτᾶτον. xyxy=(125,616,344,856)
advertisement-steamship xyxy=(1061,1157,1280,1391)
list-item: 1) Ἀλλαγὴ τῆς αὐτοκρατορικῆς φρουρᾶς, ἀποτελουμένης ἐξ 5.000 ἀνδρῶν, κυρίως Ἀλβανῶν, καὶ ἀντικατάστασις αὐτῆς διὰ στρατιωτῶν τῆς Μακεδονίας καὶ τοῦ ἱππικοῦ τάγματος Ἐρτογρούλ. xyxy=(1061,240,1280,316)
paragraph: Ἐδῶ εἰς τὴν Κωνσταντινούπολιν, ἀπὸ ἡμέρας ἐπεφάνη ἀπὸ προσώπου γῆς καὶ αὐτὴ ἡ ἀστυνομία ἡ ὁποία ἐξ ὅλων τῶν ἄλλων δημοσίων ὀργάνων ἦτο ἡ μᾶλλον μισητή. Ἡ πόλις εἶναι παραδεδομένη εἰς τὸ ἔλεος τῶν πολιτῶν. Καὶ ὅμως δὲν συνέβη κατ' αὐτὰς κανὲν ἐπεισόδιον. Ἡ τάξις τηρεῖται ὑπὸ αὐτῶν τῶν ἀξιωματικῶν καὶ ὑπὸ τῶν μαθητῶν τῶν στρατιωτικῶν σχολῶν, οἵτινες περιπολοῦσι νυχθημερόν. xyxy=(125,1055,344,1207)
paragraph: χοντος. Ἐξ ἄλλου πρῶτον τοῦ Σουλτάνου καθῆκον εἶναι μετὰ τὴν ἀνακήρυξιν τοῦ συνταγματικοῦ πολιτεύματος καὶ τῆς ἐλευθερίας, ἤτο νὰ ἐκδώσῃ τὸ καλούμενον ἐχάτιον, ἤτοι αὐτοκρατορικὸν διάταγμα ἐπικυροῦν τὸ ἀποκαλυφθὲν Σύνταγμα καὶ παρέχον εἰς τὸν λαὸν συμπληρωματικὰς διασαφήσεις καὶ διαβεβαιώσεις περὶ τῆς πιστῆς λειτουργίας καὶ ἐφαρμογῆς του. xyxy=(125,136,344,274)
paragraph: Διεδόθη ὅτι διαφωνοῦν περὶ τοῦ εἴδους τοῦ συνταγματικοῦ πολιτεύματος καὶ τῆς ἐκτάσεως τῶν παλαιῶν ἐλευθεριῶν. Μερικοὶ ζητοῦν νὰ καταργηθῇ ἡ αὐτοκρατορικὴ ἐξουσία. xyxy=(827,1225,1046,1301)
headline: Ο ΙΤΖΕΤ ΠΑΣΑΣ xyxy=(593,410,812,432)
paragraph: Ἐξ ὅλων τῶν ἀνωτέρω ἐνοεῖται ὅτι ἡ κατάστασις εἶναι ἀκόμη κρίσιμος. Ἡ νεοτουρκικὴ ἐπανάστασις δὲν συνετελέσθη εἰσέτι. Οἱ ἐπαναστάται ὅμως ἔχουν ὑπὲρ αὐτῶν τὸν στρατὸν καὶ τὸν λαόν, καὶ ἡ νίκη των εἶναι βεβαία. Ὁ Σουλτάνος θὰ ὑποχωρήσῃ εἰς ὅλα, διότι γνωρίζει ὅτι ἄλλως κινδυνεύει ὁ θρόνος του. xyxy=(1061,878,1280,992)
headline: ΕΙΣ ΤΟΝ ΚΑΡΑΓΚΙΟΖΗΝ xyxy=(1295,228,1521,248)
headline: ΣΤΡΑΤΟΚΡΑΤΙΑ xyxy=(125,589,344,611)
headline: ΤΟ ΝΕΟΝ ΔΙΑΓΓΕΛΜΑ xyxy=(827,542,1046,564)
